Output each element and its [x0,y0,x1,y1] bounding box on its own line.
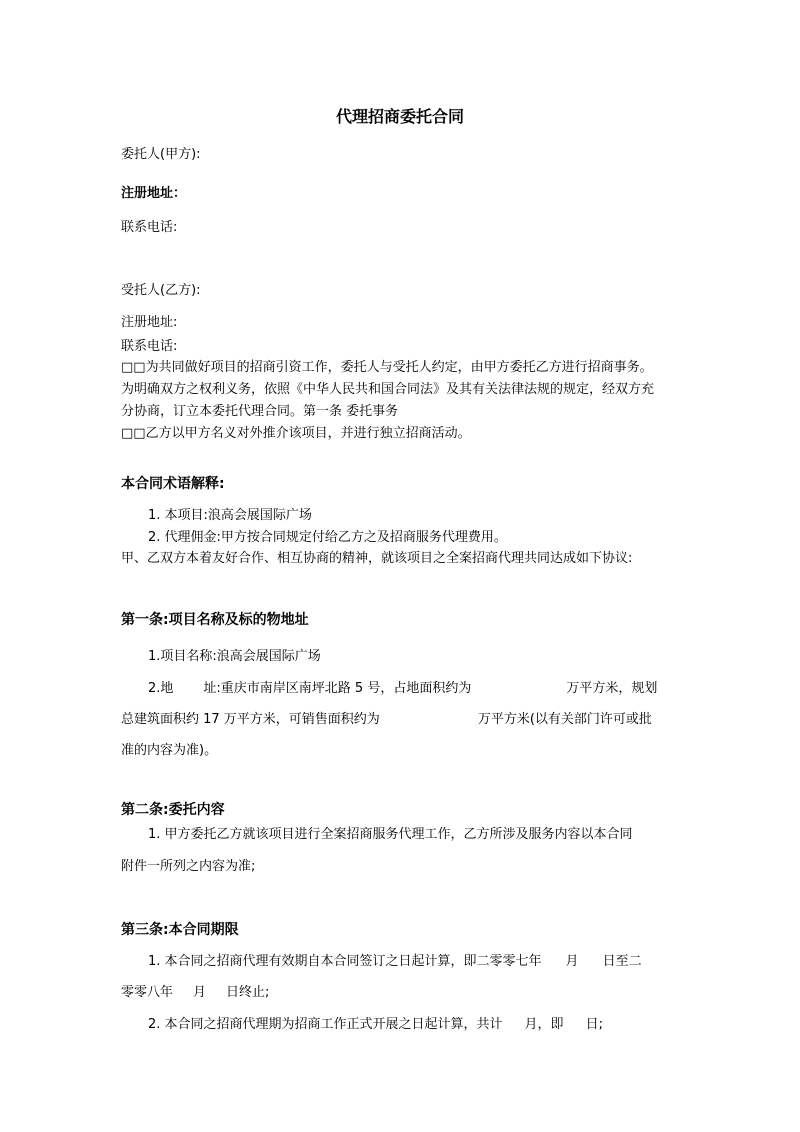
article-1-area-b: 万平方米(以有关部门许可或批 [477,712,652,727]
article-3-p1-a: 1. 本合同之招商代理有效期自本合同签订之日起计算，即二零零七年 [148,954,542,969]
party-a-address: 注册地址： [121,186,187,201]
article-3-p2-c: 日; [585,1017,603,1032]
terms-item-1: 1. 本项目:浪高会展国际广场 [148,508,312,523]
article-2-heading: 第二条:委托内容 [121,802,225,818]
article-3-p1-c: 日至二 [602,954,642,969]
intro-line-1: □□为共同做好项目的招商引资工作，委托人与受托人约定，由甲方委托乙方进行招商事务。 [121,360,653,375]
article-1-heading: 第一条:项目名称及标的物地址 [121,612,309,628]
page-title: 代理招商委托合同 [335,107,464,126]
article-1-address-a: 2.地 [148,681,174,696]
article-2-line-2: 附件一所列之内容为准; [121,859,256,874]
intro-line-4: □□乙方以甲方名义对外推介该项目，并进行独立招商活动。 [121,426,471,441]
article-1-area-a: 总建筑面积约 17 万平方米，可销售面积约为 [121,712,380,727]
article-3-p1-e: 月 [193,985,207,1000]
article-1-note: 准的内容为准)。 [121,743,218,758]
article-3-heading: 第三条:本合同期限 [121,922,239,938]
intro-line-2: 为明确双方之权利义务，依照《中华人民共和国合同法》及其有关法律法规的规定，经双方充 [121,382,655,397]
article-3-p1-d: 零零八年 [121,985,174,1000]
article-3-p1 [148,953,642,971]
intro-line-3: 分协商，订立本委托代理合同。第一条 委托事务 [121,404,399,419]
article-1-area [121,711,652,729]
article-3-p1-cont [121,984,269,1002]
article-3-p1-f: 日终止; [226,985,270,1000]
terms-closing: 甲、乙双方本着友好合作、相互协商的精神，就该项目之全案招商代理共同达成如下协议: [121,551,633,566]
terms-heading: 本合同术语解释: [121,476,225,492]
article-1-address-b: 址:重庆市南岸区南坪北路 5 号，占地面积约为 [203,681,472,696]
party-a-label: 委托人(甲方): [121,147,201,162]
article-2-line-1: 1. 甲方委托乙方就该项目进行全案招商服务代理工作，乙方所涉及服务内容以本合同 [148,827,633,842]
party-b-label: 受托人(乙方): [121,283,201,298]
article-3-p2-b: 月，即 [524,1017,564,1032]
article-1-address-c: 万平方米，规划 [566,681,658,696]
article-3-p2 [148,1016,603,1034]
article-1-address [148,680,657,698]
article-3-p2-a: 2. 本合同之招商代理期为招商工作正式开展之日起计算，共计 [148,1017,503,1032]
party-b-address: 注册地址: [121,315,178,330]
terms-item-2: 2. 代理佣金:甲方按合同规定付给乙方之及招商服务代理费用。 [148,530,507,545]
party-b-phone: 联系电话: [121,339,178,354]
article-3-p1-b: 月 [565,954,579,969]
article-1-name: 1.项目名称:浪高会展国际广场 [148,649,321,664]
party-a-phone: 联系电话: [121,220,178,235]
